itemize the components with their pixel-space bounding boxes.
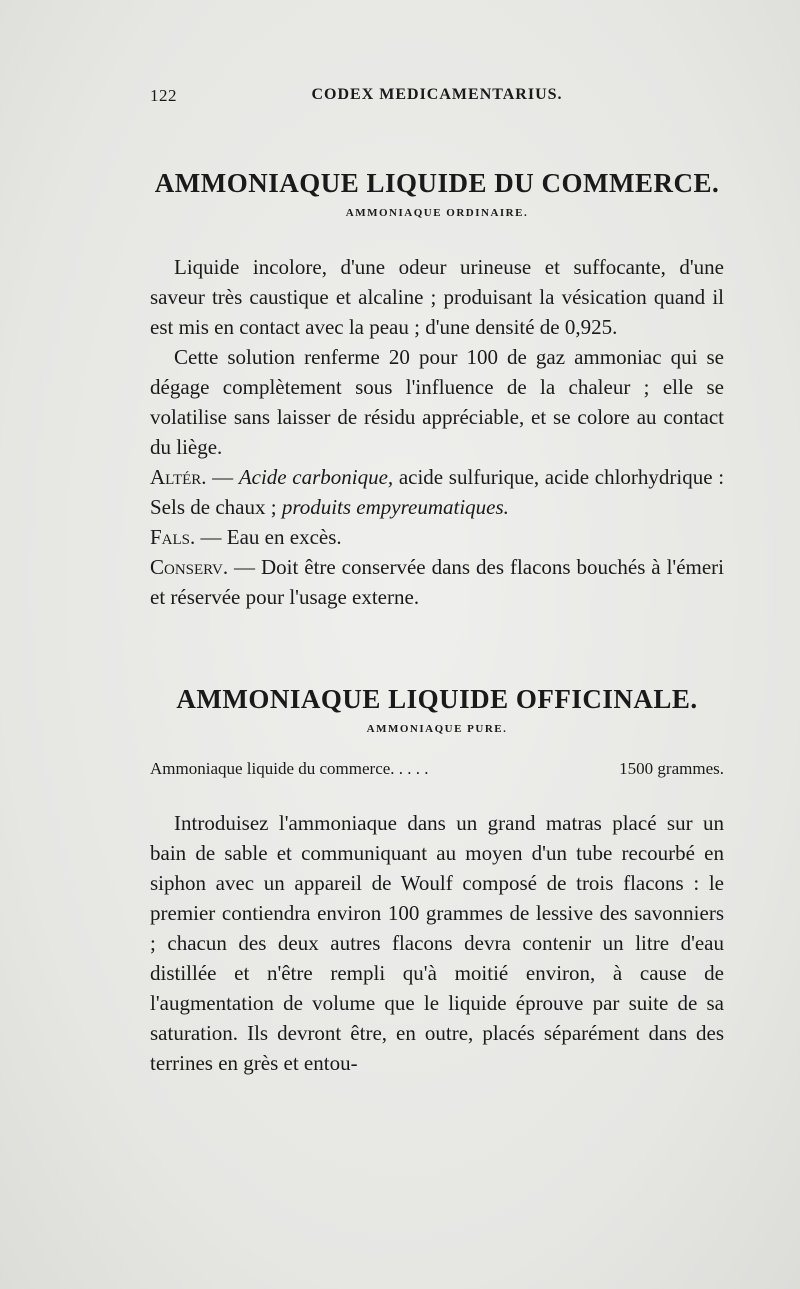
section-commerce (150, 168, 724, 219)
section-title-commerce: AMMONIAQUE LIQUIDE DU COMMERCE. (154, 168, 720, 198)
page-number: 122 (150, 86, 177, 105)
paragraph-conservation (150, 552, 724, 612)
synonym-pure: AMMONIAQUE PURE. (366, 723, 508, 735)
paragraph-falsifications (150, 522, 724, 552)
alter-label: Altér. (150, 465, 207, 489)
section-title-officinale: AMMONIAQUE LIQUIDE OFFICINALE. (176, 684, 698, 714)
section-commerce-body (150, 252, 724, 612)
alter-text: acide sulfurique, acide chlorhydrique : Sels de chaux ; (150, 465, 725, 519)
conserv-label: Conserv. (150, 555, 229, 579)
fals-text: — Eau en excès. (195, 525, 342, 549)
section-officinale (150, 684, 724, 779)
fals-label: Fals. (150, 525, 196, 549)
alter-italic-1: Acide carbonique, (238, 465, 394, 489)
synonym-ordinaire: AMMONIAQUE ORDINAIRE. (345, 207, 529, 219)
running-title: CODEX MEDICAMENTARIUS. (311, 86, 563, 103)
alter-dash: — (206, 465, 239, 489)
section-officinale-body (150, 808, 724, 1078)
formula-line (150, 759, 724, 779)
paragraph-procedure: Introduisez l'ammoniaque dans un grand matras placé sur un bain de sable et communiquant au moyen d'un tube recourbé en siphon avec un appareil de Woulf composé de trois flacons : le premier contiendra environ 100 grammes de lessive des savonniers ; chacun des deux autres flacons devra contenir un litre d'eau distillée et n'être rempli qu'à moitié environ, à cause de l'augmentation de volume que le liquide éprouve par suite de sa saturation. Ils devront être, en outre, placés séparément dans des terrines en grès et entou- (150, 811, 724, 1075)
conserv-text: — Doit être conservée dans des flacons bouchés à l'émeri et réservée pour l'usage externe. (150, 555, 724, 609)
paragraph-alterations (150, 462, 724, 522)
paragraph-description: Liquide incolore, d'une odeur urineuse et suffocante, d'une saveur très caustique et alcaline ; produisant la vésication quand il est mis en contact avec la peau ; d'une densité de 0,925. (150, 255, 724, 339)
alter-italic-2: produits empyreumatiques. (281, 495, 509, 519)
formula-ingredient: Ammoniaque liquide du commerce. . . . . (150, 759, 429, 778)
paragraph-composition: Cette solution renferme 20 pour 100 de gaz ammoniac qui se dégage complètement sous l'influence de la chaleur ; elle se volatilise sans laisser de résidu appréciable, et se colore au contact du liège. (150, 345, 724, 459)
formula-quantity: 1500 grammes. (619, 759, 724, 778)
running-head (150, 86, 724, 110)
